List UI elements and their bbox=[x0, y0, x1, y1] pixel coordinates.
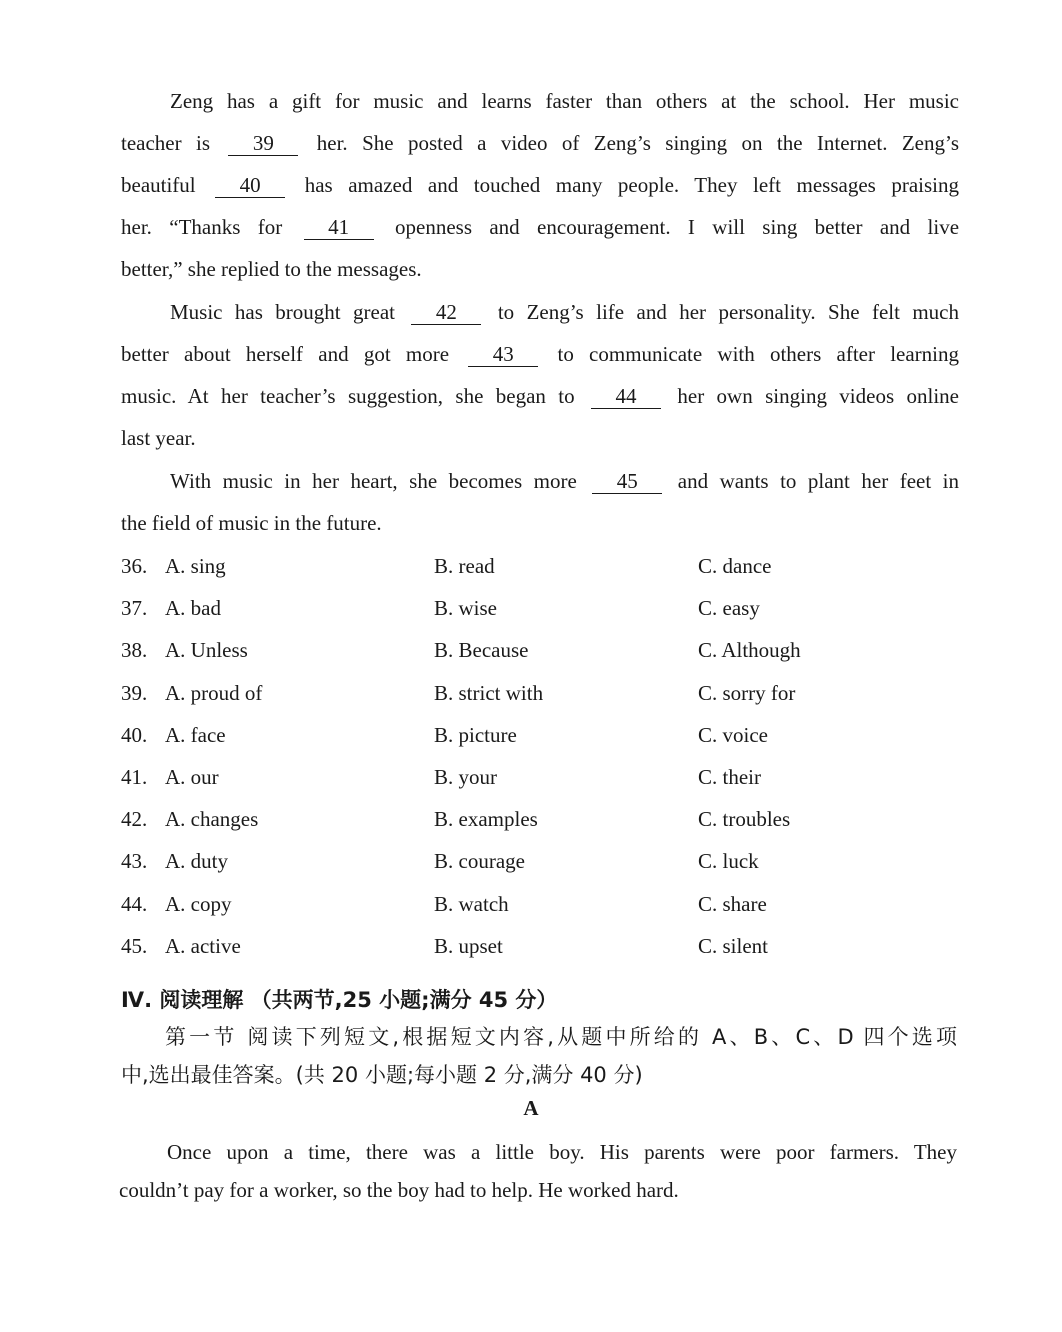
passage-text: has amazed and touched many people. They left messages praising bbox=[304, 173, 959, 197]
passage-text: music. At her teacher’s suggestion, she began to bbox=[121, 384, 575, 408]
option-a: A. our bbox=[165, 764, 219, 789]
reading-passage-a bbox=[119, 1133, 957, 1209]
blank-44: 44 bbox=[591, 384, 661, 409]
option-c: C. sorry for bbox=[698, 680, 796, 705]
option-row bbox=[121, 797, 959, 839]
passage-paragraph-3 bbox=[121, 460, 959, 544]
option-b: B. read bbox=[434, 554, 495, 578]
passage-text: and wants to plant her feet in bbox=[677, 469, 959, 493]
blank-41: 41 bbox=[304, 215, 374, 240]
option-row bbox=[121, 671, 959, 713]
question-number: 43. bbox=[121, 849, 148, 874]
option-row bbox=[121, 839, 959, 881]
instruction-line: 中,选出最佳答案。(共 20 小题;每小题 2 分,满分 40 分) bbox=[121, 1063, 643, 1087]
passage-line bbox=[121, 164, 959, 206]
passage-text: Music has brought great bbox=[170, 300, 396, 324]
passage-line: the field of music in the future. bbox=[121, 511, 382, 535]
option-row bbox=[121, 882, 959, 924]
question-number: 37. bbox=[121, 596, 148, 621]
passage-text: her own singing videos online bbox=[677, 384, 959, 408]
option-b: B. upset bbox=[434, 933, 503, 958]
option-a: A. copy bbox=[165, 891, 232, 916]
passage-line bbox=[121, 122, 959, 164]
option-a: A. Unless bbox=[165, 638, 248, 663]
option-row bbox=[121, 713, 959, 755]
question-number: 45. bbox=[121, 933, 148, 958]
option-c: C. luck bbox=[698, 849, 759, 874]
question-number: 39. bbox=[121, 680, 148, 705]
option-b: B. courage bbox=[434, 849, 525, 874]
option-a: A. active bbox=[165, 933, 241, 958]
option-c: C. troubles bbox=[698, 807, 791, 832]
passage-text: to communicate with others after learning bbox=[557, 342, 960, 366]
option-row bbox=[121, 544, 959, 586]
section-heading: Ⅳ. 阅读理解 （共两节,25 小题;满分 45 分） bbox=[121, 988, 558, 1012]
passage-line bbox=[121, 375, 959, 417]
option-c: C. easy bbox=[698, 596, 760, 621]
instruction-line: 第一节 阅读下列短文,根据短文内容,从题中所给的 A、B、C、D 四个选项 bbox=[165, 1025, 957, 1049]
option-row bbox=[121, 586, 959, 628]
blank-42: 42 bbox=[411, 300, 481, 325]
passage-line: better,” she replied to the messages. bbox=[121, 257, 422, 281]
passage-line bbox=[121, 291, 959, 333]
passage-text: her. She posted a video of Zeng’s singing on the Internet. Zeng’s bbox=[316, 131, 960, 155]
passage-line: Once upon a time, there was a little boy. His parents were poor farmers. They bbox=[167, 1140, 957, 1164]
question-number: 40. bbox=[121, 722, 148, 747]
option-a: A. face bbox=[165, 722, 226, 747]
question-number: 41. bbox=[121, 764, 148, 789]
option-a: A. duty bbox=[165, 849, 228, 874]
option-c: C. share bbox=[698, 891, 767, 916]
option-row bbox=[121, 924, 959, 966]
passage-text: With music in her heart, she becomes more bbox=[170, 469, 577, 493]
passage-line bbox=[121, 460, 959, 502]
option-a: A. proud of bbox=[165, 680, 263, 705]
passage-line bbox=[121, 206, 959, 248]
question-number: 44. bbox=[121, 891, 148, 916]
section-instructions bbox=[121, 1018, 957, 1094]
blank-45: 45 bbox=[592, 469, 662, 494]
passage-line: couldn’t pay for a worker, so the boy had to help. He worked hard. bbox=[119, 1178, 679, 1202]
option-row bbox=[121, 628, 959, 670]
option-b: B. wise bbox=[434, 596, 497, 621]
passage-text: beautiful bbox=[121, 173, 196, 197]
question-number: 36. bbox=[121, 554, 148, 578]
option-a: A. sing bbox=[165, 554, 226, 578]
passage-paragraph-1 bbox=[121, 80, 959, 290]
passage-text: better about herself and got more bbox=[121, 342, 450, 366]
option-c: C. voice bbox=[698, 722, 768, 747]
blank-43: 43 bbox=[468, 342, 538, 367]
passage-line: Zeng has a gift for music and learns faster than others at the school. Her music bbox=[170, 89, 959, 113]
option-c: C. silent bbox=[698, 933, 769, 958]
passage-title: A bbox=[523, 1096, 539, 1120]
option-c: C. dance bbox=[698, 554, 772, 578]
passage-text: her. “Thanks for bbox=[121, 215, 283, 239]
option-c: C. their bbox=[698, 764, 761, 789]
passage-text: to Zeng’s life and her personality. She felt much bbox=[497, 300, 960, 324]
option-a: A. bad bbox=[165, 596, 221, 621]
option-b: B. examples bbox=[434, 807, 538, 832]
blank-39: 39 bbox=[228, 131, 298, 156]
option-b: B. your bbox=[434, 764, 497, 789]
answer-options bbox=[121, 544, 959, 966]
passage-line: last year. bbox=[121, 426, 196, 450]
passage-paragraph-2 bbox=[121, 291, 959, 459]
option-b: B. Because bbox=[434, 638, 529, 663]
passage-line bbox=[121, 333, 959, 375]
option-c: C. Although bbox=[698, 638, 801, 663]
passage-text: teacher is bbox=[121, 131, 210, 155]
option-row bbox=[121, 755, 959, 797]
option-b: B. strict with bbox=[434, 680, 544, 705]
blank-40: 40 bbox=[215, 173, 285, 198]
passage-text: openness and encouragement. I will sing better and live bbox=[395, 215, 960, 239]
option-b: B. watch bbox=[434, 891, 509, 916]
option-a: A. changes bbox=[165, 807, 259, 832]
question-number: 38. bbox=[121, 638, 148, 663]
option-b: B. picture bbox=[434, 722, 517, 747]
question-number: 42. bbox=[121, 807, 148, 832]
